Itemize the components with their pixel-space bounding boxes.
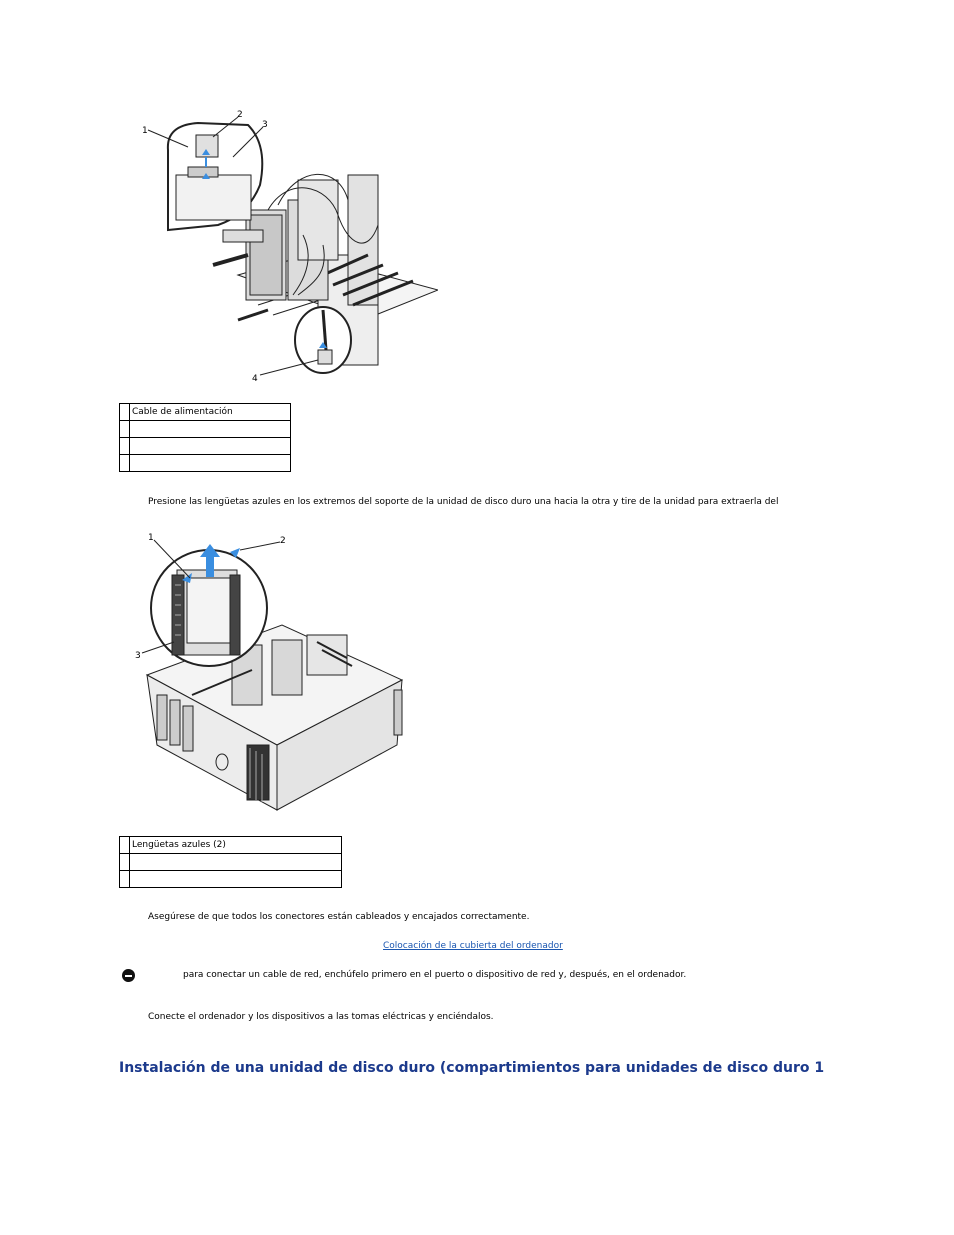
table-row (120, 854, 342, 871)
notice-icon (122, 969, 135, 982)
figure-drive-cables-illustration (138, 105, 438, 385)
callout-1: 1 (148, 533, 154, 543)
figure-drive-cables (138, 105, 438, 385)
legend-number (120, 837, 130, 854)
table-row (120, 438, 291, 455)
callout-2: 2 (280, 536, 286, 546)
legend-text (130, 438, 291, 455)
step-connect-power: Conecte el ordenador y los dispositivos a las tomas eléctricas y enciéndalos. (148, 1012, 494, 1022)
legend-table-1 (119, 403, 291, 472)
callout-4: 4 (252, 374, 258, 384)
notice-text: para conectar un cable de red, enchúfelo primero en el puerto o dispositivo de red y, después, en el ordenador. (183, 970, 687, 980)
legend-number (120, 455, 130, 472)
step-remove-drive: Presione las lengüetas azules en los extremos del soporte de la unidad de disco duro una hacia la otra y tire de la unidad para extraerla del (148, 497, 779, 507)
table-row (120, 421, 291, 438)
legend-text (130, 455, 291, 472)
table-row (120, 871, 342, 888)
legend-text (130, 854, 342, 871)
table-row (120, 404, 291, 421)
legend-number (120, 854, 130, 871)
legend-number (120, 421, 130, 438)
legend-table-2 (119, 836, 342, 888)
section-heading: Instalación de una unidad de disco duro (compartimientos para unidades de disco duro 1 (119, 1060, 825, 1076)
callout-2: 2 (237, 110, 243, 120)
legend-number (120, 438, 130, 455)
step-check-connectors: Asegúrese de que todos los conectores están cableados y encajados correctamente. (148, 912, 530, 922)
legend-text: Lengüetas azules (2) (130, 837, 342, 854)
callout-3: 3 (262, 120, 268, 130)
table-row (120, 837, 342, 854)
legend-text (130, 421, 291, 438)
legend-number (120, 871, 130, 888)
figure-drive-removal (132, 530, 407, 815)
callout-1: 1 (142, 126, 148, 136)
figure-drive-removal-illustration (132, 530, 407, 815)
cover-replacement-link[interactable]: Colocación de la cubierta del ordenador (383, 941, 563, 951)
callout-3: 3 (135, 651, 141, 661)
legend-number (120, 404, 130, 421)
legend-text (130, 871, 342, 888)
table-row (120, 455, 291, 472)
legend-text: Cable de alimentación (130, 404, 291, 421)
